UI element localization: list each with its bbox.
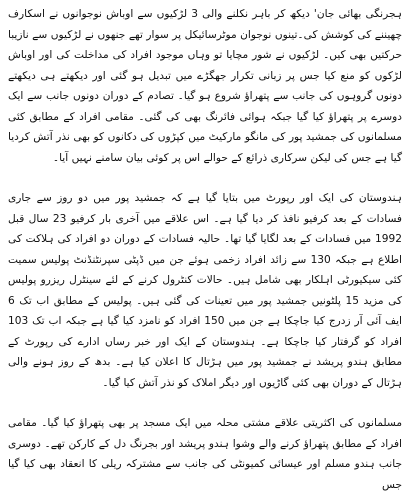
article-paragraph-1: ہجرنگی بھائی جان' دیکھ کر باہر نکلنے والی 3 لڑکیوں سے اوباش نوجوانوں نے اسکارف چھیننے کی کوشش کی۔تینوں نوجوان موٹرسائیکل پر سوار تھے جنھوں نے لڑکیوں سے نازیبا حرکتیں بھی کیں۔ لڑکیوں نے شور مچایا تو وہاں موجود افراد کی مداخلت کی اور اوباش لڑکوں کو منع کیا جس پر زبانی تکرار جھگڑے میں تبدیل ہو گئی اور دیکھتے ہی دیکھتے دونوں گروہوں کی جانب سے پتھراؤ شروع ہو گیا۔ تصادم کے دوران دونوں جانب سے ایک دوسرے پر پتھراؤ کیا گیا جبکہ ہوائی فائرنگ بھی کی گئی۔ مقامی افراد کے مطابق کئی مسلمانوں کی جمشید پور کی مانگو مارکیٹ میں کپڑوں کی دکانوں کو بھی نذر آتش کردیا گیا ہے جس کی لیکن سرکاری ذرائع کے حوالے اس پر کوئی بیان سامنے نہیں آیا۔: [8, 8, 403, 164]
article-paragraph-2: ہندوستان کی ایک اور رپورٹ میں بتایا گیا ہے کہ جمشید پور میں دو روز سے جاری فسادات کے بعد کرفیو نافذ کر دیا گیا ہے۔ اس علاقے میں آخری بار کرفیو 23 سال قبل 1992 میں فسادات کے بعد لگایا گیا تھا۔ حالیہ فسادات کے دوران دو افراد کی ہلاکت کی اطلاع ہے جبکہ 130 سے زائد افراد زخمی ہوئے جن میں ڈپٹی سپرنٹنڈنٹ پولیس سمیت کئی سیکیورٹی اہلکار بھی شامل ہیں۔ حالات کنٹرول کرنے کے لئے سینٹرل ریزرو پولیس کی مزید 15 پلٹونیں جمشید پور میں تعینات کی گئی ہیں۔ پولیس کے مطابق اب تک 6 ایف آئی آر زدرج کیا جاچکا ہے جن میں 150 افراد کو نامزد کیا گیا ہے جبکہ اب تک 103 افراد کو گرفتار کیا جاچکا ہے۔ ہندوستان کے ایک اور خبر رساں ادارے کی رپورٹ کے مطابق ہندو پریشد نے جمشید پور میں ہڑتال کا اعلان کیا ہے۔ بدھ کے روز ہونے والی ہڑتال کے دوران بھی کئی گاڑیوں اور دیگر املاک کو نذر آتش کیا گیا۔: [8, 192, 403, 389]
article-paragraph-3: مسلمانوں کی اکثریتی علاقے مشتی محلہ میں ایک مسجد پر بھی پتھراؤ کیا گیا۔ مقامی افراد کے مطابق پتھراؤ کرنے والے وشوا ہندو پریشد اور بجرنگ دل کے کارکن تھے۔ دوسری جانب ہندو مسلم اور عیسائی کمیونٹی کی جانب سے مشترکہ ریلی کا انعقاد بھی کیا گیا جس: [8, 417, 402, 491]
